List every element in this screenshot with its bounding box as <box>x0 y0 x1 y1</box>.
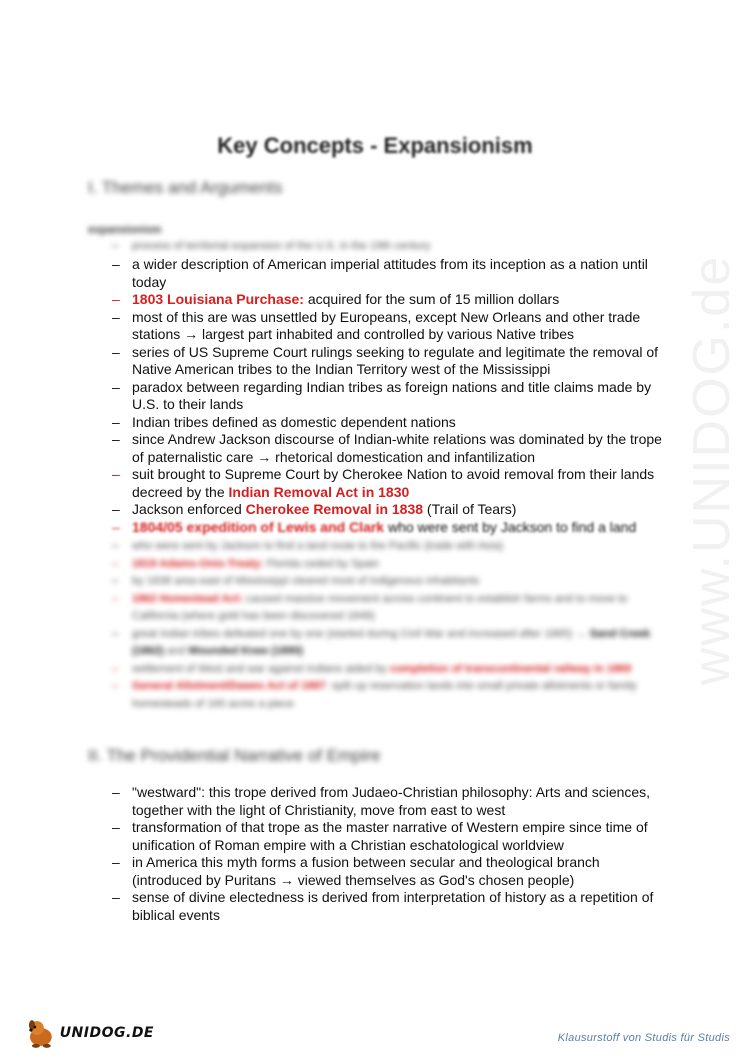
bullet-item <box>112 431 672 466</box>
page-title: Key Concepts - Expansionism <box>217 133 533 158</box>
bold-text: Wounded Knee (1890) <box>188 645 303 657</box>
highlight-text: completion of transcontinental railway in 1869 <box>389 662 632 675</box>
bullet-text: sense of divine electedness is derived from interpretation of history as a repetition of biblical events <box>132 889 654 923</box>
bullet-text: series of US Supreme Court rulings seeking to regulate and legitimate the removal of Native American tribes to the Indian Territory west of the Mississippi <box>132 343 659 377</box>
bullet-list-providential <box>112 784 672 924</box>
bullet-list-transition <box>112 519 672 537</box>
bullet-text: Florida ceded by Spain <box>263 557 380 570</box>
bullet-text: process of territorial expansion of the U.S. in the 19th century <box>132 240 431 252</box>
logo-text: UNIDOG.DE <box>59 1025 154 1041</box>
bullet-item <box>112 291 672 309</box>
bullet-item <box>112 591 672 626</box>
bullet-item <box>112 538 672 556</box>
highlight-text: Indian Removal Act in 1830 <box>228 483 410 500</box>
bullet-item <box>112 661 672 679</box>
bullet-text: since Andrew Jackson discourse of Indian-white relations was dominated by the trope of paternalistic care → rhetorical domestication and infantilization <box>132 431 662 465</box>
bullet-text: and <box>163 645 189 657</box>
bullet-text: who were sent by Jackson to find a land route to the Pacific (trade with Asia) <box>132 540 504 552</box>
highlight-text: Cherokee Removal in 1838 <box>245 501 424 517</box>
bullet-text: Jackson enforced <box>132 501 246 517</box>
bullet-text: most of this are was unsettled by Europeans, except New Orleans and other trade stations → largest part inhabited and controlled by various Native tribes <box>132 308 641 342</box>
section-heading-providential: II. The Providential Narrative of Empire <box>88 746 381 765</box>
bullet-text: transformation of that trope as the master narrative of Western empire since time of unification of Roman empire with a Christian eschatological worldview <box>132 819 648 853</box>
highlight-text: 1819 Adams-Onis-Treaty: <box>132 557 264 570</box>
bullet-text: (Trail of Tears) <box>423 501 517 517</box>
bullet-text: in America this myth forms a fusion between secular and theological branch (introduced by Puritans → viewed themselves as God's chosen people) <box>132 854 600 888</box>
bullet-item <box>112 556 672 574</box>
bullet-item <box>112 256 672 291</box>
highlight-text: 1862 Homestead Act: <box>132 592 243 605</box>
bullet-text: who were sent by Jackson to find a land <box>387 519 637 535</box>
watermark: www.UNIDOG.de <box>683 254 741 686</box>
bullet-item <box>112 379 672 414</box>
bullet-list-top-blurred <box>112 238 672 256</box>
bullet-text: acquired for the sum of 15 million dollars <box>303 291 560 307</box>
bullet-item <box>112 573 672 591</box>
term-expansionism: expansionism <box>88 224 162 236</box>
bullet-item <box>112 678 672 713</box>
bullet-text: paradox between regarding Indian tribes as foreign nations and title claims made by U.S. to their lands <box>132 378 652 412</box>
bullet-text: suit brought to Supreme Court by Cherokee Nation to avoid removal from their lands decreed by the <box>132 466 655 500</box>
bold-text: Sand Creek (1862) <box>132 627 651 657</box>
bullet-text: Indian tribes defined as domestic dependent nations <box>132 413 456 430</box>
unidog-logo <box>24 1016 154 1050</box>
highlight-text: General Allotment/Dawes Act of 1887 <box>132 680 326 692</box>
highlight-text: 1803 Louisiana Purchase: <box>132 291 304 307</box>
section-heading-themes: I. Themes and Arguments <box>88 178 283 197</box>
bullet-text: settlement of West and war against Indians aided by <box>132 662 390 675</box>
bullet-item <box>112 466 672 501</box>
bullet-item <box>112 309 672 344</box>
bullet-text: : split up reservation lands into small private allotments or family homesteads of 160 acres a piece <box>132 680 637 710</box>
bullet-item <box>112 889 672 924</box>
bullet-text: caused massive movement across continent to establish farms and to move to California (where gold has been discovered 1848) <box>132 592 628 622</box>
bullet-item <box>112 414 672 432</box>
bullet-text: by 1838 area east of Mississippi cleared most of indigenous inhabitants <box>132 575 480 587</box>
bullet-item <box>112 854 672 889</box>
bullet-text: "westward": this trope derived from Judaeo-Christian philosophy: Arts and sciences, together with the light of Christianity, move from east to west <box>132 784 651 818</box>
dog-icon <box>24 1016 58 1050</box>
bullet-item <box>112 344 672 379</box>
bullet-text: a wider description of American imperial attitudes from its inception as a nation until today <box>132 256 648 290</box>
bullet-item <box>112 626 672 661</box>
bullet-list-blurred <box>112 538 672 713</box>
bullet-item <box>112 501 672 519</box>
bullet-item <box>112 238 672 256</box>
highlight-text: 1804/05 expedition of Lewis and Clark <box>132 519 385 535</box>
bullet-item <box>112 819 672 854</box>
bullet-item <box>112 519 672 537</box>
footer-tagline: Klausurstoff von Studis für Studis <box>557 1032 730 1044</box>
bullet-list-themes <box>112 256 672 519</box>
bullet-item <box>112 784 672 819</box>
bullet-text: great Indian tribes defeated one by one (started during Civil War and increased after 1865) → <box>132 627 590 640</box>
